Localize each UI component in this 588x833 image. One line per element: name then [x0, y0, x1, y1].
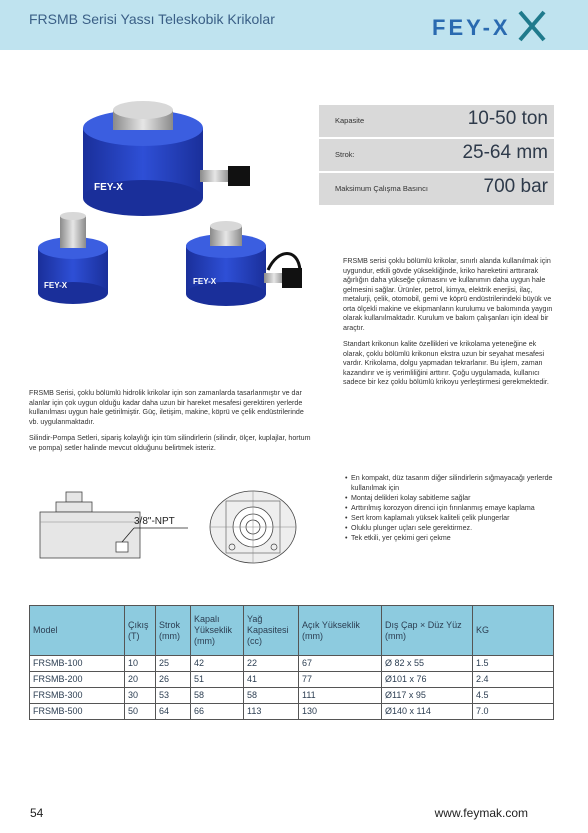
table-cell: 42 — [191, 656, 244, 672]
column-header: Strok (mm) — [156, 606, 191, 656]
spec-value: 700 bar — [483, 176, 548, 197]
column-header: Çıkış (T) — [125, 606, 156, 656]
table-row — [30, 688, 554, 704]
feature-list — [345, 473, 557, 543]
table-row — [30, 656, 554, 672]
svg-text:FEY-X: FEY-X — [432, 15, 511, 40]
table-cell: 26 — [156, 672, 191, 688]
table-cell: 41 — [244, 672, 299, 688]
table-cell: 53 — [156, 688, 191, 704]
table-header-row — [30, 606, 554, 656]
table-cell: 1.5 — [473, 656, 554, 672]
table-cell: 20 — [125, 672, 156, 688]
side-view-drawing — [38, 488, 198, 566]
table-cell: 4.5 — [473, 688, 554, 704]
table-cell: Ø101 x 76 — [382, 672, 473, 688]
spec-label: Maksimum Çalışma Basıncı — [335, 184, 428, 193]
table-cell: 25 — [156, 656, 191, 672]
model-table — [29, 605, 554, 720]
table-cell: 66 — [191, 704, 244, 720]
table-cell: Ø117 x 95 — [382, 688, 473, 704]
table-cell: 77 — [299, 672, 382, 688]
table-cell: FRSMB-300 — [30, 688, 125, 704]
page-header — [0, 0, 588, 50]
list-item: • En kompakt, düz tasarım diğer silindirlerin sığmayacağı yerlerde kullanılmak için — [345, 473, 557, 493]
table-cell: Ø140 x 114 — [382, 704, 473, 720]
svg-text:FEY-X: FEY-X — [193, 277, 217, 286]
table-cell: 10 — [125, 656, 156, 672]
top-view-drawing — [208, 489, 298, 565]
table-row — [30, 672, 554, 688]
spec-row-stroke — [319, 139, 554, 171]
table-cell: 113 — [244, 704, 299, 720]
spec-row-capacity — [319, 105, 554, 137]
paragraph: FRSMB Serisi, çoklu bölümlü hidrolik krikolar için son zamanlarda tasarlanmıştır ve dar alanlar için çok uygun olduğu kadar daha uzun bir hareket mesafesi gerektiren yerlerde kullanılması uygun hale getirilmiştir. Güç, iletişim, makine, köprü ve çelik endüstrilerinde vb. uygulanmaktadır. — [29, 389, 304, 426]
table-cell: 67 — [299, 656, 382, 672]
list-item: • Arttırılmış korozyon direnci için fırınlanmış emaye kaplama — [345, 503, 557, 513]
table-cell: 30 — [125, 688, 156, 704]
spec-row-pressure — [319, 173, 554, 205]
table-cell: Ø 82 x 55 — [382, 656, 473, 672]
table-cell: FRSMB-100 — [30, 656, 125, 672]
table-cell: 51 — [191, 672, 244, 688]
table-cell: 7.0 — [473, 704, 554, 720]
list-item: • Montaj delikleri kolay sabitleme sağlar — [345, 493, 557, 503]
column-header: Model — [30, 606, 125, 656]
table-cell: 64 — [156, 704, 191, 720]
table-cell: FRSMB-500 — [30, 704, 125, 720]
table-row — [30, 704, 554, 720]
list-item: • Tek etkili, yer çekimi geri çekme — [345, 533, 557, 543]
page-number: 54 — [30, 806, 44, 820]
spec-label: Kapasite — [335, 116, 365, 125]
spec-value: 10-50 ton — [467, 108, 548, 129]
column-header: Kapalı Yükseklik (mm) — [191, 606, 244, 656]
paragraph: Standart krikonun kalite özellikleri ve krikolama yeteneğine ek olarak, çoklu bölümlü krikonun ekstra uzun bir seyahat mesafesi vardır. Krikolama, dolgu yapmadan tekrarlanır. Bu işlem, zaman kazandırır ve iş verimliliğini arttırır. Çoğu uygulamada, kullanıcı sadece bir kez çoklu bölümlü krikoyu yerleştirmesi gerekmektedir. — [343, 340, 549, 386]
table-cell: 2.4 — [473, 672, 554, 688]
svg-text:FEY-X: FEY-X — [44, 281, 68, 290]
description-right — [343, 257, 557, 395]
table-cell: 58 — [191, 688, 244, 704]
table-cell: 50 — [125, 704, 156, 720]
spec-label: Strok: — [335, 150, 355, 159]
website-link[interactable]: www.feymak.com — [434, 806, 528, 820]
column-header: Açık Yükseklik (mm) — [299, 606, 382, 656]
table-cell: 111 — [299, 688, 382, 704]
npt-label: 3/8"-NPT — [134, 516, 175, 527]
paragraph: Silindir-Pompa Setleri, sipariş kolaylığı için tüm silindirlerin (silindir, ölçer, kuplajlar, hortum ve pompa) setler halinde mevcut olduğunu belirtmek isteriz. — [29, 434, 311, 452]
description-left — [29, 389, 311, 460]
spec-value: 25-64 mm — [462, 142, 548, 163]
spec-table — [319, 105, 554, 207]
list-item: • Sert krom kaplamalı yüksek kaliteli çelik plungerlar — [345, 513, 557, 523]
table-cell: 58 — [244, 688, 299, 704]
feyx-logo — [432, 6, 556, 46]
list-item: • Oluklu plunger uçları sele gerektirmez. — [345, 523, 557, 533]
column-header: Yağ Kapasitesi (cc) — [244, 606, 299, 656]
table-cell: 22 — [244, 656, 299, 672]
column-header: KG — [473, 606, 554, 656]
table-cell: FRSMB-200 — [30, 672, 125, 688]
column-header: Dış Çap × Düz Yüz (mm) — [382, 606, 473, 656]
page-title: FRSMB Serisi Yassı Teleskobik Krikolar — [29, 11, 275, 27]
svg-text:FEY-X: FEY-X — [94, 182, 123, 193]
product-image — [28, 98, 308, 316]
table-cell: 130 — [299, 704, 382, 720]
paragraph: FRSMB serisi çoklu bölümlü krikolar, sınırlı alanda kullanılmak için uygundur, etkili gövde yüksekliğinde, kriko hareketini arttırarak ağırlığın daha yükseğe çıkmasını ve kullanımın daha uygun hale gelmesini sağlar. Ürünler, petrol, kimya, elektrik enerjisi, ilaç, metalurji, çelik, otomobil, gemi ve köprü endüstrilerindeki büyük ve orta ölçekli makine ve ekipmanların kurulumu ve bakımında yaygın olarak kullanılmaktadır. Kurulum ve bakım çalışanları için ideal bir araçtır. — [343, 257, 553, 332]
